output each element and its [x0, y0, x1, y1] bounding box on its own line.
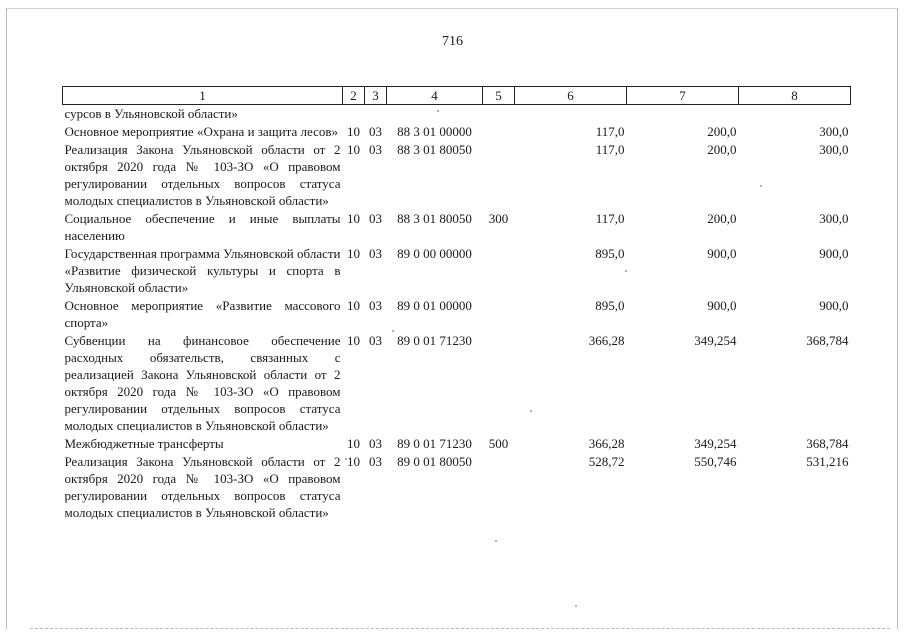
cell-name: Реализация Закона Ульяновской области от 2 октября 2020 года № 103-ЗО «О правовом регулировании отдельных вопросов статуса молодых специалистов в Ульяновской области»	[64, 142, 341, 208]
cell-expense-type	[483, 123, 515, 141]
cell-expense-type: 500	[488, 436, 509, 451]
cell-expense-type: 300	[488, 211, 509, 226]
cell-subsection: 03	[369, 211, 382, 226]
column-header-3: 3	[365, 87, 387, 105]
cell-subsection: 03	[369, 142, 382, 157]
cell-section: 10	[347, 333, 360, 348]
cell-target-article: 89 0 01 71230	[397, 436, 472, 451]
cell-amount-8: 300,0	[819, 124, 849, 139]
cell-section	[343, 105, 365, 124]
cell-amount-8: 368,784	[806, 333, 849, 348]
cell-amount-6: 117,0	[595, 124, 625, 139]
cell-subsection: 03	[369, 436, 382, 451]
cell-amount-8: 300,0	[819, 211, 849, 226]
cell-section: 10	[347, 454, 360, 469]
cell-amount-6: 895,0	[595, 298, 625, 313]
cell-subsection: 03	[369, 124, 382, 139]
table-header	[63, 87, 851, 105]
cell-name: Государственная программа Ульяновской области «Развитие физической культуры и спорта в Ульяновской области»	[64, 246, 341, 295]
cell-amount-8: 900,0	[819, 298, 849, 313]
cell-amount-6: 117,0	[595, 142, 625, 157]
column-header-8: 8	[739, 87, 851, 105]
cell-amount-7: 550,746	[694, 454, 737, 469]
table-row	[63, 297, 851, 332]
scan-speck	[575, 605, 577, 607]
cell-expense-type	[483, 141, 515, 210]
column-header-1: 1	[63, 87, 343, 105]
cell-target-article: 89 0 01 71230	[397, 333, 472, 348]
cell-name: Субвенции на финансовое обеспечение расходных обязательств, связанных с реализацией Закона Ульяновской области от 2 октября 2020 года № 103-ЗО «О правовом регулировании отдельных вопросов статуса молодых специалистов в Ульяновской области»	[64, 333, 341, 433]
cell-amount-6	[515, 105, 627, 124]
cell-amount-8: 900,0	[819, 246, 849, 261]
cell-target-article: 89 0 00 00000	[397, 246, 472, 261]
cell-amount-7: 200,0	[707, 124, 737, 139]
scan-speck	[437, 110, 439, 112]
cell-section: 10	[347, 124, 360, 139]
table-row	[63, 453, 851, 522]
cell-amount-8: 368,784	[806, 436, 849, 451]
cell-name: Основное мероприятие «Охрана и защита лесов»	[64, 124, 339, 139]
column-header-2: 2	[343, 87, 365, 105]
scan-speck	[495, 540, 497, 542]
cell-target-article: 89 0 01 80050	[397, 454, 472, 469]
cell-target-article: 88 3 01 80050	[397, 142, 472, 157]
cell-target-article: 88 3 01 00000	[397, 124, 472, 139]
cell-expense-type	[483, 105, 515, 124]
cell-amount-8	[739, 105, 851, 124]
table-row	[63, 245, 851, 297]
cell-target-article: 88 3 01 80050	[397, 211, 472, 226]
cell-expense-type	[483, 332, 515, 435]
table-body	[63, 105, 851, 523]
cell-amount-6: 117,0	[595, 211, 625, 226]
cell-amount-6: 895,0	[595, 246, 625, 261]
cell-name: Социальное обеспечение и иные выплаты населению	[64, 211, 341, 243]
cell-amount-8: 300,0	[819, 142, 849, 157]
cell-name: Реализация Закона Ульяновской области от 2 октября 2020 года № 103-ЗО «О правовом регулировании отдельных вопросов статуса молодых специалистов в Ульяновской области»	[64, 454, 341, 520]
table-row	[63, 141, 851, 210]
table-row	[63, 210, 851, 245]
cell-section: 10	[347, 246, 360, 261]
cell-amount-7: 900,0	[707, 298, 737, 313]
cell-subsection	[365, 105, 387, 124]
cell-amount-6: 366,28	[588, 436, 625, 451]
page-bottom-edge	[30, 628, 890, 629]
scan-speck	[530, 410, 532, 412]
page-number: 716	[442, 34, 463, 49]
scan-speck	[392, 330, 394, 332]
cell-section: 10	[347, 298, 360, 313]
cell-subsection: 03	[369, 298, 382, 313]
header-row	[63, 87, 851, 105]
scan-speck	[345, 458, 347, 460]
cell-target-article: 89 0 01 00000	[397, 298, 472, 313]
cell-amount-6: 528,72	[588, 454, 625, 469]
column-header-7: 7	[627, 87, 739, 105]
cell-section: 10	[347, 142, 360, 157]
cell-expense-type	[483, 297, 515, 332]
table-row	[63, 105, 851, 124]
cell-section: 10	[347, 211, 360, 226]
cell-subsection: 03	[369, 333, 382, 348]
cell-amount-6: 366,28	[588, 333, 625, 348]
cell-amount-7: 200,0	[707, 142, 737, 157]
table-row	[63, 435, 851, 453]
column-header-5: 5	[483, 87, 515, 105]
cell-amount-7: 900,0	[707, 246, 737, 261]
column-header-6: 6	[515, 87, 627, 105]
scan-speck	[625, 270, 627, 272]
cell-name: Основное мероприятие «Развитие массового спорта»	[64, 298, 341, 330]
cell-name: сурсов в Ульяновской области»	[64, 106, 238, 121]
table-row	[63, 123, 851, 141]
cell-target-article	[387, 105, 483, 124]
cell-name: Межбюджетные трансферты	[64, 436, 224, 451]
budget-table	[62, 86, 851, 522]
cell-subsection: 03	[369, 246, 382, 261]
cell-subsection: 03	[369, 454, 382, 469]
cell-expense-type	[483, 245, 515, 297]
table-row	[63, 332, 851, 435]
cell-amount-7: 349,254	[694, 436, 737, 451]
cell-expense-type	[483, 453, 515, 522]
cell-amount-8: 531,216	[806, 454, 849, 469]
cell-amount-7: 200,0	[707, 211, 737, 226]
column-header-4: 4	[387, 87, 483, 105]
cell-amount-7: 349,254	[694, 333, 737, 348]
cell-amount-7	[627, 105, 739, 124]
scan-speck	[760, 185, 762, 187]
cell-section: 10	[347, 436, 360, 451]
